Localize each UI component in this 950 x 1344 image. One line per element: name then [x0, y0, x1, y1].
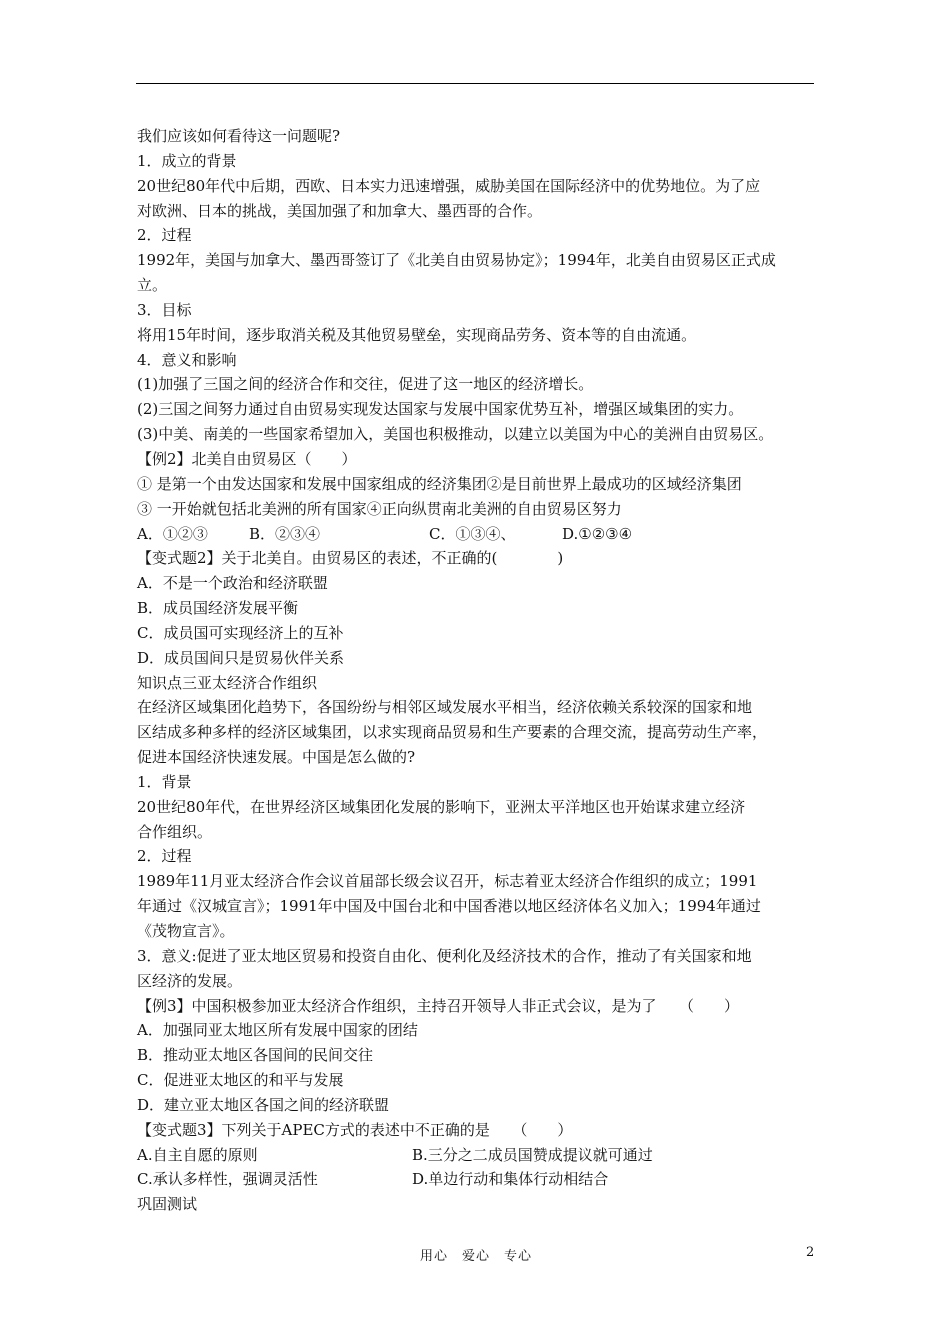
section-heading: 2．过程	[137, 847, 192, 866]
page-number: 2	[806, 1245, 815, 1260]
example-question: 【例3】中国积极参加亚太经济合作组织，主持召开领导人非正式会议，是为了 （ ）	[137, 996, 740, 1015]
text-line: 区经济的发展。	[137, 971, 243, 990]
option-c: C．①③④、	[429, 524, 516, 543]
text-line: 20世纪80年代中后期，西欧、日本实力迅速增强，威胁美国在国际经济中的优势地位。为了应	[137, 176, 761, 195]
answer-options	[137, 1143, 827, 1168]
section-heading: 3．目标	[137, 300, 192, 319]
text-line: 立。	[137, 276, 168, 295]
section-heading: 4．意义和影响	[137, 350, 237, 369]
text-line: 我们应该如何看待这一问题呢?	[137, 127, 341, 145]
text-line: 将用15年时间，逐步取消关税及其他贸易壁垒，实现商品劳务、资本等的自由流通。	[137, 325, 697, 344]
option-line: A．加强同亚太地区所有发展中国家的团结	[137, 1021, 418, 1040]
section-heading: 1．成立的背景	[137, 151, 237, 170]
text-line: 3．意义:促进了亚太地区贸易和投资自由化、便利化及经济技术的合作，推动了有关国家和地	[137, 946, 752, 965]
section-heading: 巩固测试	[137, 1195, 198, 1214]
header-rule	[136, 83, 814, 84]
variant-question: 【变式题2】关于北美自。由贸易区的表述，不正确的( )	[137, 549, 564, 568]
text-line: 促进本国经济快速发展。中国是怎么做的?	[137, 748, 416, 767]
option-a: A.自主自愿的原则	[137, 1145, 258, 1164]
option-d: D.单边行动和集体行动相结合	[412, 1170, 609, 1189]
text-line: (2)三国之间努力通过自由贸易实现发达国家与发展中国家优势互补，增强区域集团的实力。	[137, 400, 744, 419]
section-heading: 知识点三亚太经济合作组织	[137, 673, 318, 692]
text-line: 对欧洲、日本的挑战，美国加强了和加拿大、墨西哥的合作。	[137, 201, 543, 220]
text-line: 在经济区域集团化趋势下，各国纷纷与相邻区域发展水平相当，经济依赖关系较深的国家和地	[137, 698, 753, 717]
text-line: 区结成多种多样的经济区域集团，以求实现商品贸易和生产要素的合理交流，提高劳动生产率，	[137, 723, 768, 742]
text-line: 1992年，美国与加拿大、墨西哥签订了《北美自由贸易协定》；1994年，北美自由贸易区正式成	[137, 251, 776, 270]
example-question: 【例2】北美自由贸易区（ ）	[137, 449, 357, 468]
text-line: 1989年11月亚太经济合作会议首届部长级会议召开，标志着亚太经济合作组织的成立；1991	[137, 872, 758, 891]
text-line: (3)中美、南美的一些国家希望加入，美国也积极推动，以建立以美国为中心的美洲自由贸易区。	[137, 425, 774, 444]
text-line: ① 是第一个由发达国家和发展中国家组成的经济集团②是目前世界上最成功的区域经济集团	[137, 474, 742, 493]
text-line: (1)加强了三国之间的经济合作和交往，促进了这一地区的经济增长。	[137, 375, 594, 394]
answer-options	[137, 1167, 827, 1192]
option-c: C.承认多样性，强调灵活性	[137, 1170, 318, 1189]
text-line: 20世纪80年代，在世界经济区域集团化发展的影响下，亚洲太平洋地区也开始谋求建立经济	[137, 797, 746, 816]
text-line: 合作组织。	[137, 822, 213, 841]
document-body	[137, 124, 827, 1217]
footer-motto: 用心 爱心 专心	[420, 1249, 533, 1264]
option-line: B．推动亚太地区各国间的民间交往	[137, 1046, 374, 1065]
text-line: 年通过《汉城宣言》；1991年中国及中国台北和中国香港以地区经济体名义加入；1994年通过	[137, 897, 761, 916]
section-heading: 1．背景	[137, 772, 192, 791]
option-line: D．成员国间只是贸易伙伴关系	[137, 648, 345, 667]
variant-question: 【变式题3】下列关于APEC方式的表述中不正确的是 （ ）	[137, 1120, 573, 1139]
option-d: D.①②③④	[562, 524, 633, 543]
text-line: 《茂物宣言》。	[137, 922, 235, 940]
option-line: C．成员国可实现经济上的互补	[137, 623, 344, 642]
option-a: A．①②③	[137, 524, 208, 543]
option-b: B.三分之二成员国赞成提议就可通过	[412, 1145, 653, 1164]
section-heading: 2．过程	[137, 226, 192, 245]
option-line: B．成员国经济发展平衡	[137, 599, 299, 618]
answer-options	[137, 522, 827, 547]
option-b: B．②③④	[249, 524, 321, 543]
option-line: D．建立亚太地区各国之间的经济联盟	[137, 1095, 390, 1114]
option-line: C．促进亚太地区的和平与发展	[137, 1071, 344, 1090]
option-line: A．不是一个政治和经济联盟	[137, 574, 328, 593]
text-line: ③ 一开始就包括北美洲的所有国家④正向纵贯南北美洲的自由贸易区努力	[137, 499, 622, 518]
